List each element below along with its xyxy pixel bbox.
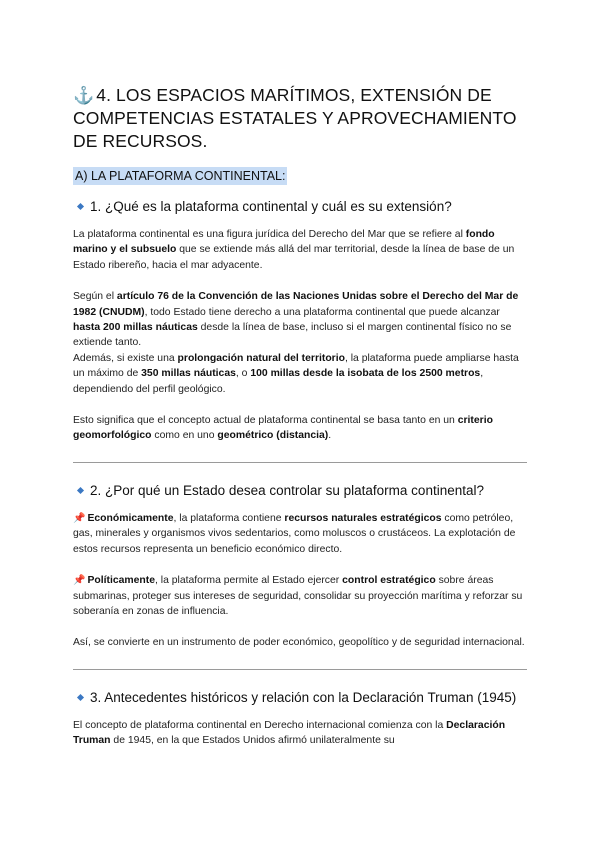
bold-span: criterio geomorfológico <box>73 415 493 442</box>
page-title <box>73 84 527 153</box>
bold-span: artículo 76 de la Convención de las Naciones Unidas sobre el Derecho del Mar de 1982 (CNUDM) <box>73 291 519 318</box>
text-span: , la plataforma puede ampliarse hasta un máximo de <box>73 352 519 380</box>
bold-span: recursos naturales estratégicos <box>284 512 442 524</box>
q2-paragraph-1 <box>73 511 527 557</box>
page-title-text: 4. LOS ESPACIOS MARÍTIMOS, EXTENSIÓN DE COMPETENCIAS ESTATALES Y APROVECHAMIENTO DE RECURSOS. <box>73 85 517 151</box>
bold-span: hasta 200 millas náuticas <box>73 322 198 334</box>
bold-span: geométrico (distancia) <box>217 430 329 442</box>
text-span: Según el <box>73 291 117 303</box>
text-span: , la plataforma permite al Estado ejercer <box>155 575 343 587</box>
bold-span: prolongación natural del territorio <box>177 352 345 364</box>
bold-span: fondo marino y el subsuelo <box>73 229 495 256</box>
q1-heading-text: 1. ¿Qué es la plataforma continental y cuál es su extensión? <box>90 199 452 214</box>
bold-span: 350 millas náuticas <box>141 368 236 380</box>
anchor-icon: ⚓ <box>73 86 95 105</box>
text-span: Además, si existe una <box>73 352 178 364</box>
bold-span: Declaración Truman <box>73 719 506 747</box>
document-page <box>73 84 527 757</box>
text-span: La plataforma continental es una figura jurídica del Derecho del Mar que se refiere al <box>73 229 466 240</box>
q3-heading-text: 3. Antecedentes históricos y relación con la Declaración Truman (1945) <box>90 689 517 705</box>
diamond-bullet-icon <box>77 203 84 210</box>
text-span: , la plataforma contiene <box>173 512 285 524</box>
pin-icon: 📌 <box>73 512 86 524</box>
pin-icon: 📌 <box>73 575 86 587</box>
text-span: . <box>328 430 332 442</box>
divider <box>73 669 527 670</box>
q3-heading <box>73 688 527 707</box>
diamond-bullet-icon <box>77 694 84 701</box>
q2-heading-text: 2. ¿Por qué un Estado desea controlar su plataforma continental? <box>90 482 484 498</box>
q2-heading <box>73 481 527 500</box>
text-span: , dependiendo del perfil geológico. <box>73 368 484 395</box>
text-span: sobre áreas submarinas, proteger sus intereses de seguridad, consolidar su proyección marítima y reforzar su soberanía en zonas de influencia. <box>73 575 523 617</box>
text-span: Esto significa que el concepto actual de plataforma continental se basa tanto en un <box>73 415 458 427</box>
text-span: El concepto de plataforma continental en Derecho internacional comienza con la <box>73 719 447 731</box>
text-span: desde la línea de base, incluso si el margen continental físico no se extiende tanto. <box>73 322 512 349</box>
q1-paragraph-4 <box>73 413 527 444</box>
text-span: , todo Estado tiene derecho a una plataforma continental que puede alcanzar <box>144 306 500 318</box>
q1-paragraph-1 <box>73 227 527 273</box>
q2-paragraph-2 <box>73 573 527 619</box>
q3-paragraph-1 <box>73 718 527 749</box>
bold-span: control estratégico <box>342 575 436 587</box>
divider <box>73 462 527 463</box>
q1-heading <box>73 197 527 216</box>
bold-span: 100 millas desde la isobata de los 2500 metros <box>250 368 481 380</box>
bold-span: Políticamente <box>87 575 156 587</box>
text-span: , o <box>235 368 251 380</box>
diamond-bullet-icon <box>77 487 84 494</box>
text-span: de 1945, en la que Estados Unidos afirmó unilateralmente su <box>110 735 395 747</box>
q1-paragraph-2 <box>73 289 527 351</box>
text-span: como petróleo, gas, minerales y organismos vivos sedentarios, como moluscos o crustáceos. La explotación de estos recursos representa un beneficio económico directo. <box>73 512 516 555</box>
text-span: como en uno <box>151 430 218 442</box>
q2-paragraph-3: Así, se convierte en un instrumento de poder económico, geopolítico y de seguridad internacional. <box>73 637 525 649</box>
section-a-heading: A) LA PLATAFORMA CONTINENTAL: <box>75 169 286 183</box>
text-span: que se extiende más allá del mar territorial, desde la línea de base de un Estado ribereño, hacia el mar adyacente. <box>73 244 515 271</box>
q1-paragraph-3 <box>73 351 527 397</box>
bold-span: Económicamente <box>87 512 174 524</box>
